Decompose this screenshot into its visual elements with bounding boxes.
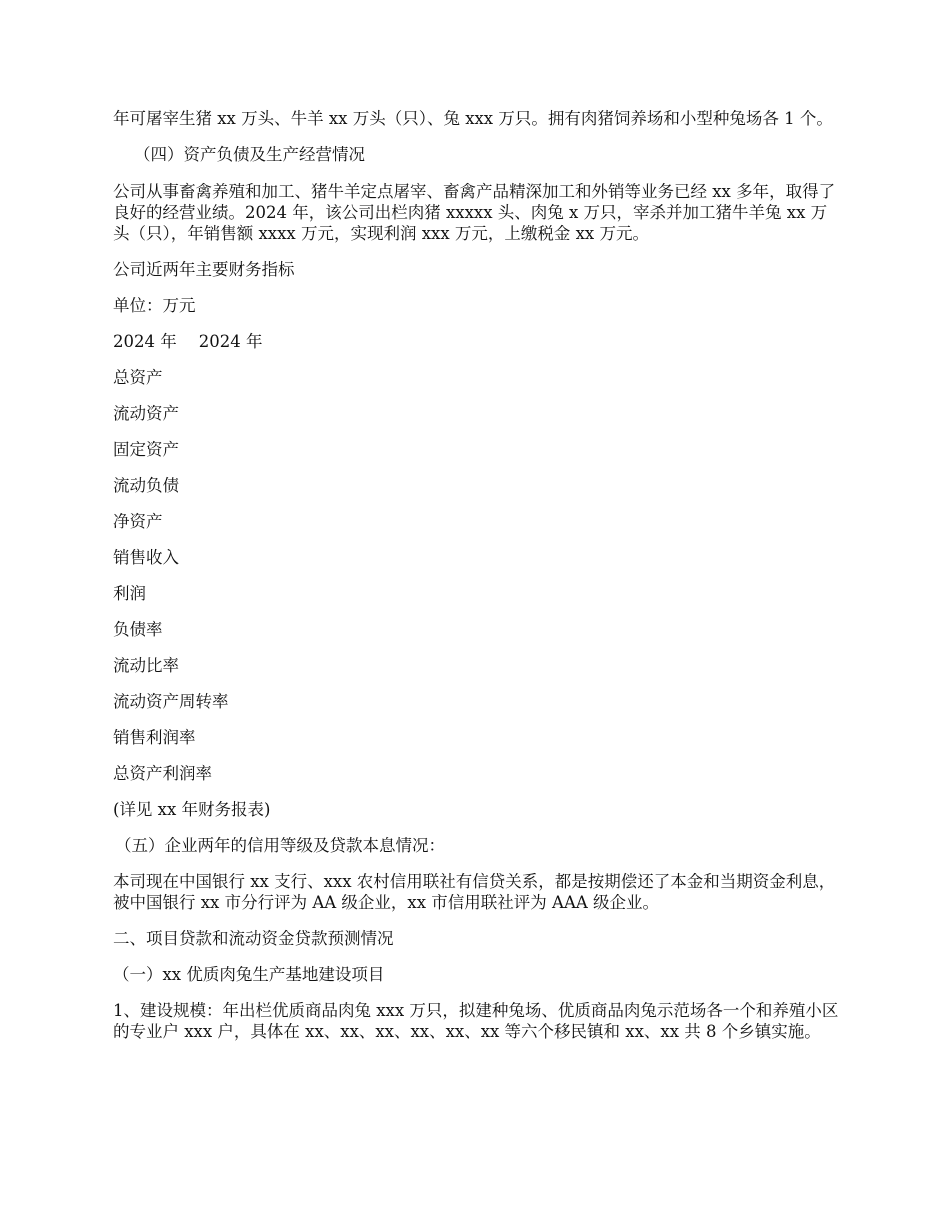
indicator-row: 销售利润率 (113, 728, 196, 747)
financial-table-unit: 单位：万元 (113, 296, 196, 315)
heading-assets-liabilities: （四）资产负债及生产经营情况 (134, 145, 365, 164)
heading-rabbit-project: （一）xx 优质肉兔生产基地建设项目 (113, 965, 385, 984)
heading-credit-rating: （五）企业两年的信用等级及贷款本息情况： (115, 836, 445, 855)
paragraph-business-performance: 公司从事畜禽养殖和加工、猪牛羊定点屠宰、畜禽产品精深加工和外销等业务已经 xx 多年，取得了良好的经营业绩。2024 年，该公司出栏肉猪 xxxxx 头、肉兔 x 万只，宰杀并加工猪牛羊兔 xx 万头（只），年销售额 xxxx 万元，实现利润 xxx 万元，上缴税金 xx 万元。 (113, 182, 836, 243)
indicator-row: 销售收入 (113, 548, 179, 567)
financial-table-header (113, 331, 841, 352)
paragraph-slaughter-capacity: 年可屠宰生猪 xx 万头、牛羊 xx 万头（只）、兔 xxx 万只。拥有肉猪饲养场和小型种兔场各 1 个。 (113, 109, 833, 128)
indicator-row: 负债率 (113, 620, 163, 639)
heading-loan-forecast: 二、项目贷款和流动资金贷款预测情况 (113, 929, 394, 948)
paragraph-credit-relations: 本司现在中国银行 xx 支行、xxx 农村信用联社有信贷关系，都是按期偿还了本金和当期资金利息，被中国银行 xx 市分行评为 AA 级企业，xx 市信用联社评为 AAA 级企业。 (113, 872, 836, 912)
indicator-row: 净资产 (113, 512, 163, 531)
year-column-b: 2024 年 (198, 332, 263, 351)
indicator-row: 固定资产 (113, 440, 179, 459)
indicator-row: 利润 (113, 584, 146, 603)
year-column-a: 2024 年 (113, 332, 177, 351)
financial-table-title: 公司近两年主要财务指标 (113, 260, 295, 279)
paragraph-construction-scale: 1、建设规模：年出栏优质商品肉兔 xxx 万只，拟建种兔场、优质商品肉兔示范场各一个和养殖小区的专业户 xxx 户，具体在 xx、xx、xx、xx、xx、xx 等六个移民镇和 xx、xx 共 8 个乡镇实施。 (113, 1001, 839, 1041)
financial-report-note: (详见 xx 年财务报表) (113, 800, 271, 819)
indicator-row: 流动比率 (113, 656, 179, 675)
indicator-row: 流动负债 (113, 476, 179, 495)
document-page (113, 108, 841, 1042)
indicator-row: 总资产利润率 (113, 764, 212, 783)
indicator-row: 流动资产周转率 (113, 692, 229, 711)
indicator-row: 流动资产 (113, 404, 179, 423)
indicator-row: 总资产 (113, 368, 163, 387)
